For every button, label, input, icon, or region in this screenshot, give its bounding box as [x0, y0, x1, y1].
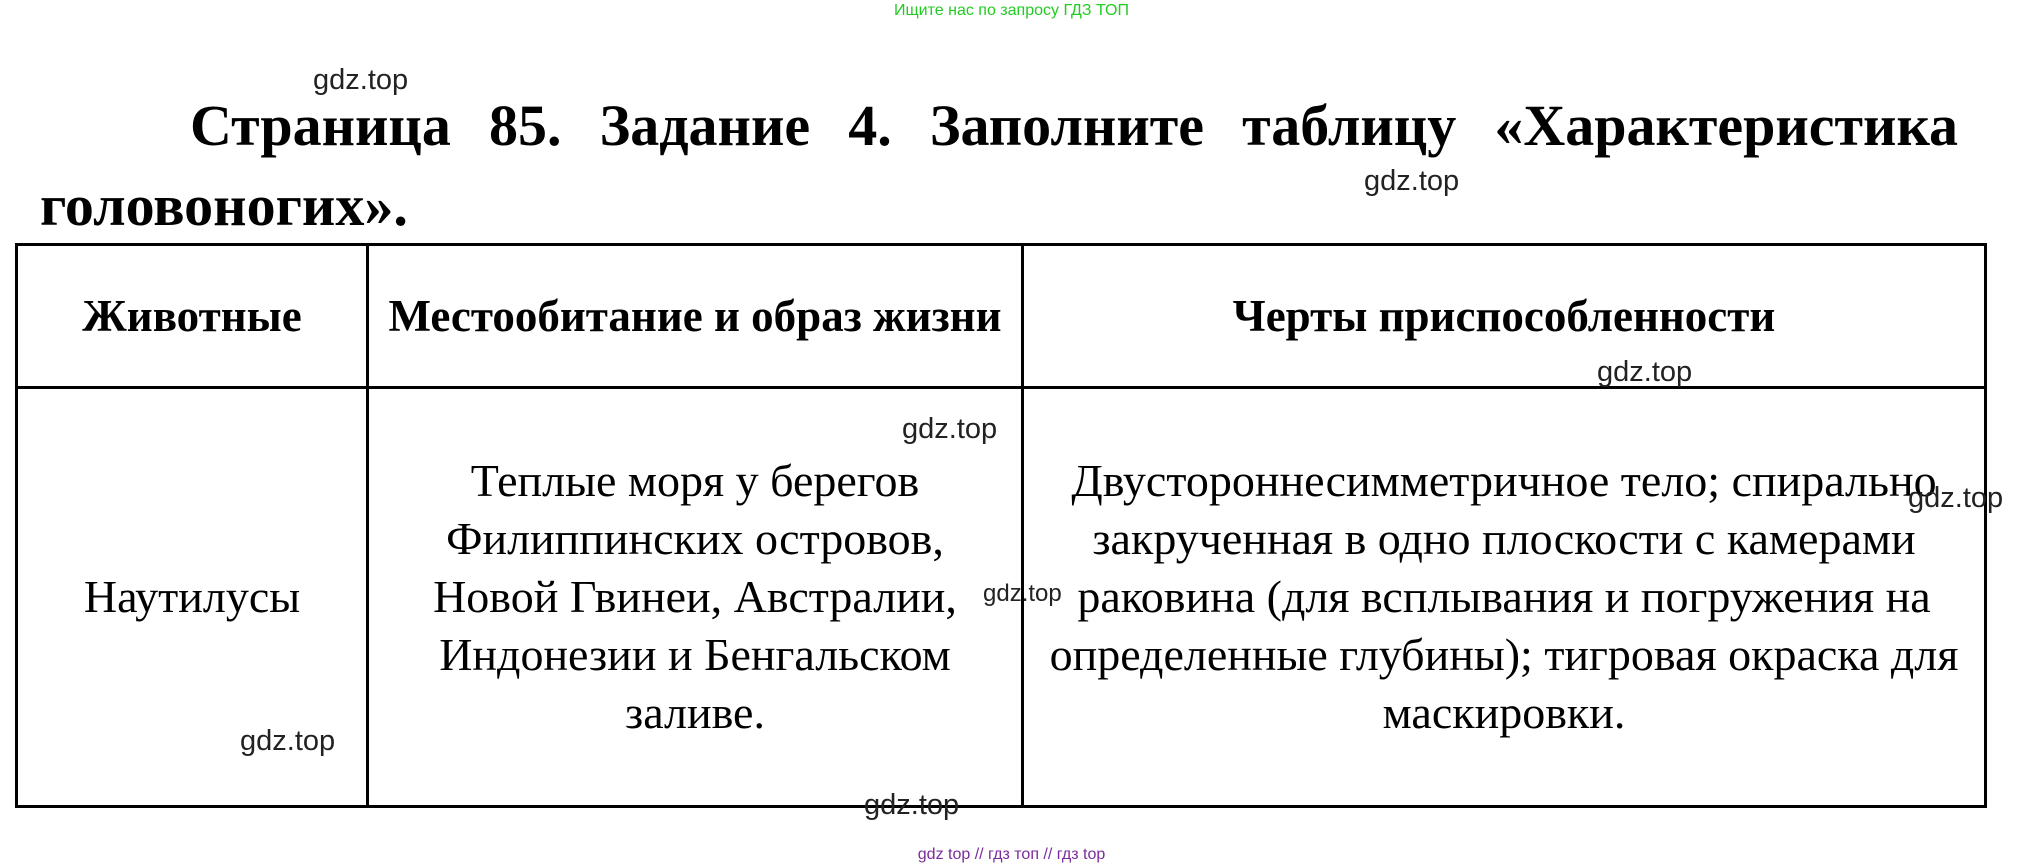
cell-features: Двустороннесимметричное тело; спирально закрученная в одно плоскости с камерами раковина (для всплывания и погружения на определенные глубины); тигровая окраска для маскировки.	[1023, 388, 1986, 807]
cell-habitat: Теплые моря у берегов Филиппинских островов, Новой Гвинеи, Австралии, Индонезии и Бенгальском заливе.	[368, 388, 1023, 807]
watermark: gdz.top	[1908, 482, 2004, 514]
watermark: gdz.top	[1597, 356, 1693, 388]
top-banner: Ищите нас по запросу ГДЗ ТОП	[894, 2, 1129, 19]
header-habitat: Местообитание и образ жизни	[368, 245, 1023, 388]
watermark: gdz.top	[313, 64, 409, 96]
header-features: Черты приспособленности	[1023, 245, 1986, 388]
watermark: gdz.top	[240, 725, 336, 757]
characteristics-table	[15, 243, 1987, 808]
footer: gdz top // гдз топ // гдз top	[917, 846, 1106, 863]
watermark: gdz.top	[1364, 165, 1460, 197]
header-animals: Животные	[17, 245, 368, 388]
page-title	[40, 86, 1958, 246]
watermark: gdz.top	[864, 789, 960, 821]
watermark: gdz.top	[983, 580, 1062, 607]
title-line-1: Страница 85. Задание 4. Заполните таблицу «Характеристика	[190, 93, 1958, 158]
title-line-2: головоногих».	[40, 173, 408, 238]
watermark: gdz.top	[902, 413, 998, 445]
cell-animal: Наутилусы	[17, 388, 368, 807]
